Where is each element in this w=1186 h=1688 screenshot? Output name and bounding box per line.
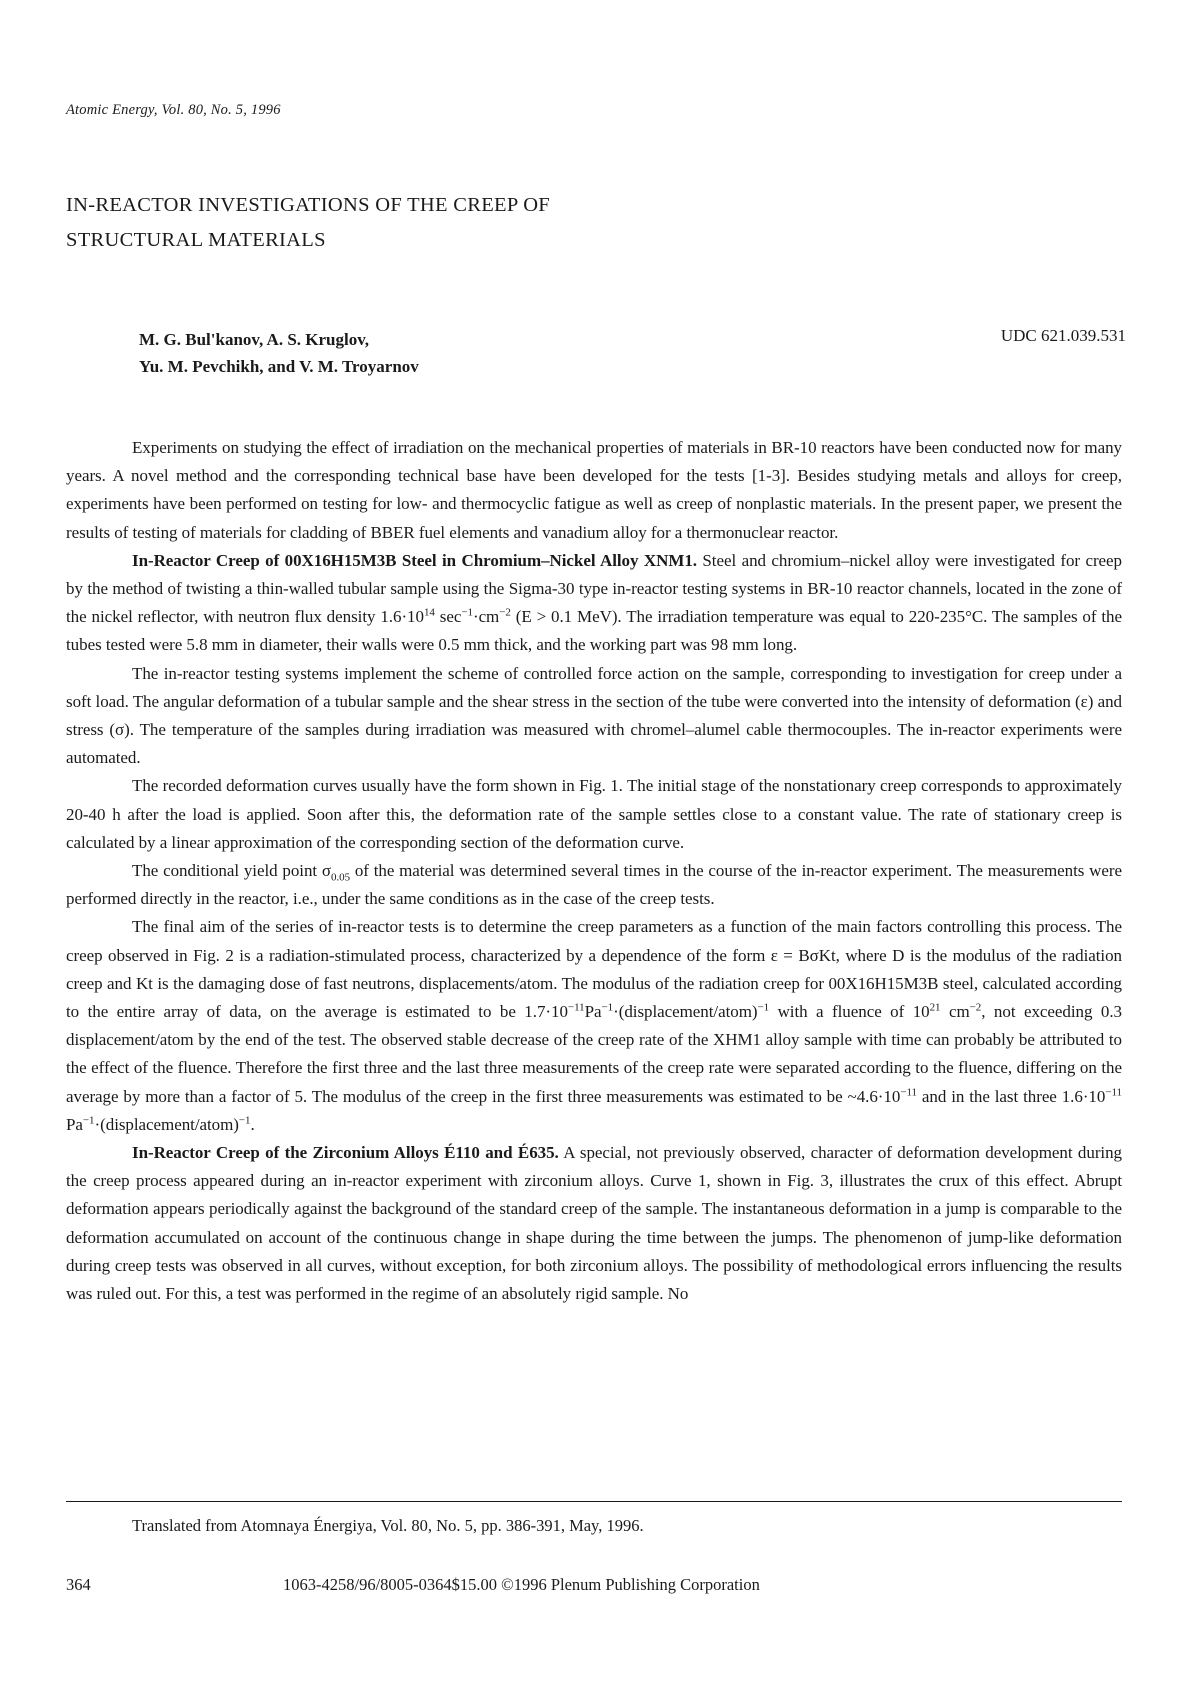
title-line-1: IN-REACTOR INVESTIGATIONS OF THE CREEP OF <box>66 194 551 216</box>
paragraph-yield-point: The conditional yield point $\sigma_{0.05}$ of the material was determined several times in the course of the in-reactor experiment. The measurements were performed directly in the reactor, i.e., under the same conditions as in the case of the creep tests. <box>66 861 1122 909</box>
section-heading-zirconium: In-Reactor Creep of the Zirconium Alloys É110 and É635. <box>132 1143 559 1163</box>
paragraph-zirconium-creep: In-Reactor Creep of the Zirconium Alloys É110 and É635. A special, not previously observed, character of deformation development during the creep process appeared during an in-reactor experiment with zirconium alloys. Curve 1, shown in Fig. 3, illustrates the crux of this effect. Abrupt deformation appears periodically against the background of the standard creep of the sample. The instantaneous deformation in a jump is comparable to the deformation accumulated on account of the continuous change in shape during the time between the jumps. The phenomenon of jump-like deformation during creep tests was observed in all curves, without exception, for both zirconium alloys. The possibility of methodological errors influencing the results was ruled out. For this, a test was performed in the regime of an absolutely rigid sample. No <box>66 1143 1122 1304</box>
paragraph-testing-systems: The in-reactor testing systems implement the scheme of controlled force action on the sample, corresponding to investigation for creep under a soft load. The angular deformation of a tubular sample and the shear stress in the section of the tube were converted into the intensity of deformation (ε) and stress (σ). The temperature of the samples during irradiation was measured with chromel–alumel cable thermocouples. The in-reactor experiments were automated. <box>66 663 1122 768</box>
page-number: 364 <box>66 1575 91 1594</box>
article-body <box>66 434 1122 1308</box>
paper-title <box>66 188 866 258</box>
title-line-2: STRUCTURAL MATERIALS <box>66 229 326 251</box>
journal-citation: Atomic Energy, Vol. 80, No. 5, 1996 <box>66 102 281 118</box>
section-heading-steel: In-Reactor Creep of 00X16H15M3B Steel in Chromium–Nickel Alloy XNM1. <box>132 550 697 570</box>
authors-line-1: M. G. Bul'kanov, A. S. Kruglov, <box>139 330 370 349</box>
paragraph-creep-parameters: The final aim of the series of in-reactor tests is to determine the creep parameters as a function of the main factors controlling this process. The creep observed in Fig. 2 is a radiation-stimulated process, characterized by a dependence of the form ε = BσKt, where D is the modulus of the radiation creep and Kt is the damaging dose of fast neutrons, displacements/atom. The modulus of the radiation creep for 00X16H15M3B steel, calculated according to the entire array of data, on the average is estimated to be $1.7\cdot 10^{-11}Pa^{-1}\cdot(displacement/atom)^{-1}$ with a fluence of $10^{21}$ $cm^{-2}$, not exceeding 0.3 displacement/atom by the end of the test. The observed stable decrease of the creep rate of the XHM1 alloy sample with time can probably be attributed to the effect of the fluence. Therefore the first three and the last three measurements of the creep rate were separated according to the fluence, differing on the average by more than a factor of 5. The modulus of the creep in the first three measurements was estimated to be $\sim 4.6\cdot 10^{-11}$ and in the last three $1.6\cdot 10^{-11}$ $Pa^{-1}\cdot(displacement/atom)^{-1}$. <box>66 917 1122 1134</box>
paragraph-deformation-curves: The recorded deformation curves usually have the form shown in Fig. 1. The initial stage of the nonstationary creep corresponds to approximately 20-40 h after the load is applied. Soon after this, the deformation rate of the sample settles close to a constant value. The rate of stationary creep is calculated by a linear approximation of the corresponding section of the deformation curve. <box>66 776 1122 852</box>
authors-line-2: Yu. M. Pevchikh, and V. M. Troyarnov <box>139 357 419 376</box>
paragraph-steel-creep: In-Reactor Creep of 00X16H15M3B Steel in Chromium–Nickel Alloy XNM1. Steel and chromium–nickel alloy were investigated for creep by the method of twisting a thin-walled tubular sample using the Sigma-30 type in-reactor testing systems in BR-10 reactor channels, located in the zone of the nickel reflector, with neutron flux density $1.6\cdot 10^{14}$ $\sec^{-1}\cdot cm^{-2}$ (E > 0.1 MeV). The irradiation temperature was equal to 220-235°C. The samples of the tubes tested were 5.8 mm in diameter, their walls were 0.5 mm thick, and the working part was 98 mm long. <box>66 550 1123 655</box>
copyright-line: 1063-4258/96/8005-0364$15.00 ©1996 Plenum Publishing Corporation <box>283 1575 760 1594</box>
footnote-divider <box>66 1501 1122 1502</box>
author-list <box>139 326 419 380</box>
translation-note: Translated from Atomnaya Énergiya, Vol. 80, No. 5, pp. 386-391, May, 1996. <box>132 1516 644 1535</box>
paragraph-intro: Experiments on studying the effect of irradiation on the mechanical properties of materials in BR-10 reactors have been conducted now for many years. A novel method and the corresponding technical base have been developed for the tests [1-3]. Besides studying metals and alloys for creep, experiments have been performed on testing for low- and thermocyclic fatigue as well as creep of nonplastic materials. In the present paper, we present the results of testing of materials for cladding of BBER fuel elements and vanadium alloy for a thermonuclear reactor. <box>66 438 1122 542</box>
udc-code: UDC 621.039.531 <box>1000 326 1126 345</box>
